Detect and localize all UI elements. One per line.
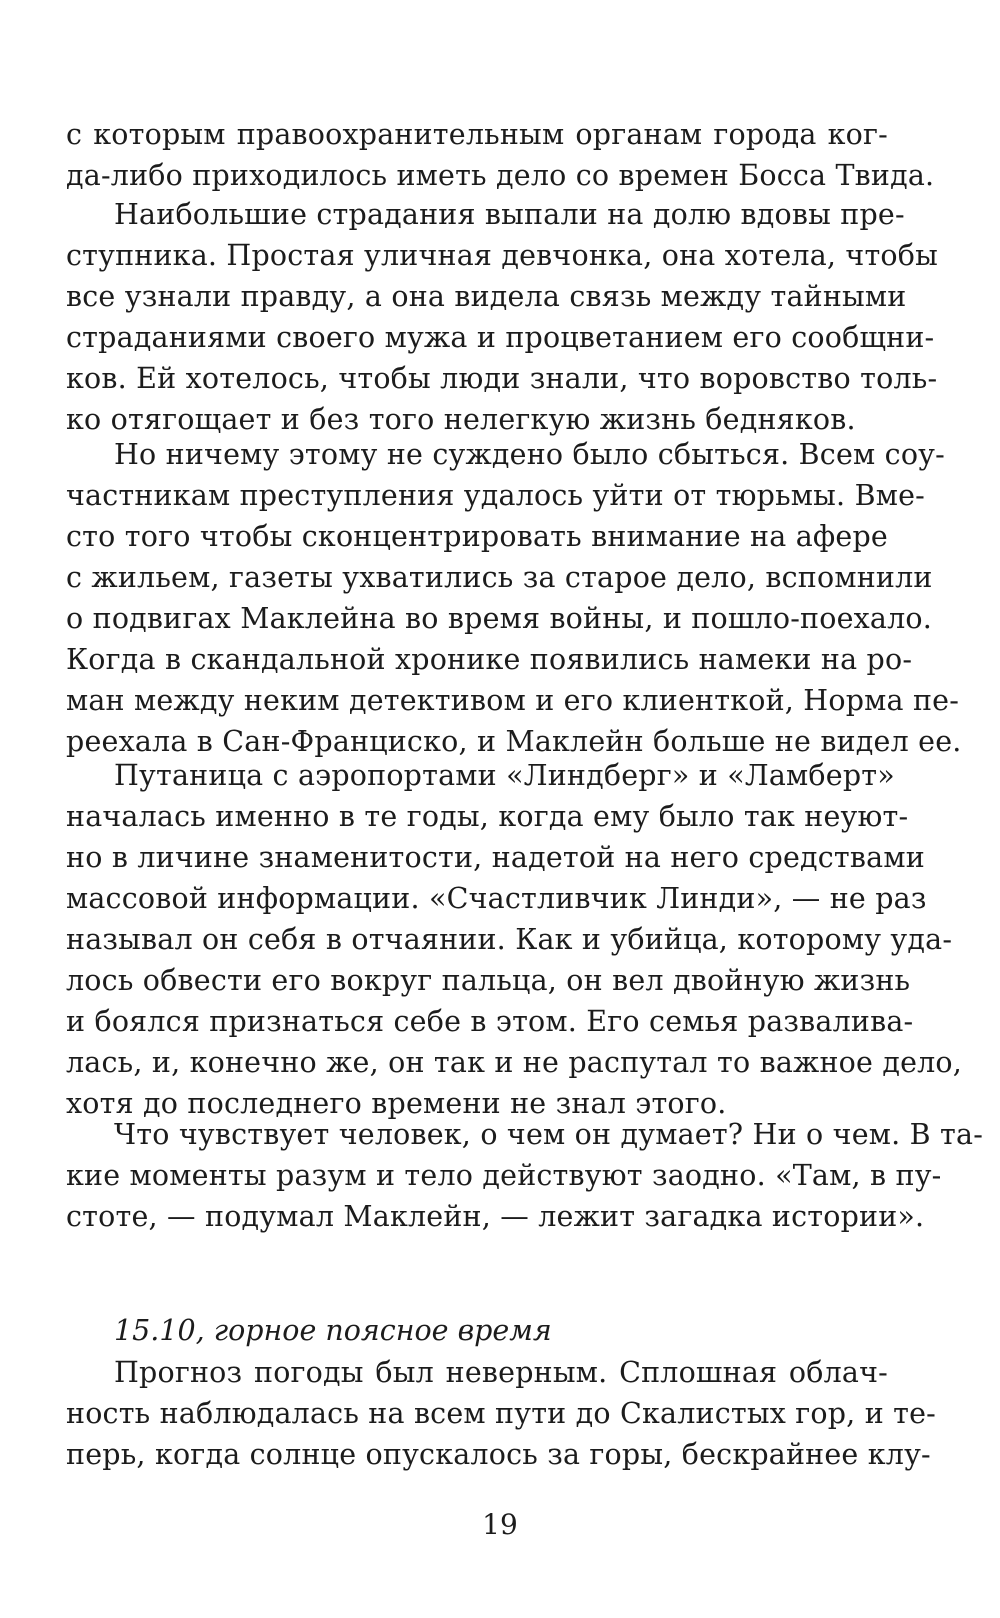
- text-line: кие моменты разум и тело действуют заодно. «Там, в пу-: [66, 1159, 942, 1192]
- text-line: ков. Ей хотелось, чтобы люди знали, что воровство толь-: [66, 362, 938, 395]
- text-line: массовой информации. «Счастливчик Линди», — не раз: [66, 882, 927, 915]
- text-line: началась именно в те годы, когда ему было так неуют-: [66, 800, 909, 833]
- page-number: 19: [482, 1508, 518, 1541]
- text-line: реехала в Сан-Франциско, и Маклейн больше не видел ее.: [66, 725, 962, 758]
- text-line: лось обвести его вокруг пальца, он вел двойную жизнь: [66, 964, 911, 997]
- text-line: частникам преступления удалось уйти от тюрьмы. Вме-: [66, 479, 925, 512]
- text-line: Наибольшие страдания выпали на долю вдовы пре-: [114, 198, 905, 231]
- text-line: ность наблюдалась на всем пути до Скалистых гор, и те-: [66, 1397, 937, 1430]
- text-line: хотя до последнего времени не знал этого.: [66, 1087, 727, 1120]
- text-line: сто того чтобы сконцентрировать внимание на афере: [66, 520, 888, 553]
- paragraph: [66, 194, 939, 440]
- text-line: но в личине знаменитости, надетой на него средствами: [66, 841, 925, 874]
- text-line: ман между неким детективом и его клиенткой, Норма пе-: [66, 684, 960, 717]
- text-line: стоте, — подумал Маклейн, — лежит загадка истории».: [66, 1200, 925, 1233]
- text-line: лась, и, конечно же, он так и не распутал то важное дело,: [66, 1046, 963, 1079]
- paragraph-continuation: [66, 114, 935, 196]
- text-line: ко отягощает и без того нелегкую жизнь бедняков.: [66, 403, 856, 436]
- text-line: Но ничему этому не суждено было сбыться. Всем соу-: [114, 438, 945, 471]
- text-line: о подвигах Маклейна во время войны, и пошло-поехало.: [66, 602, 933, 635]
- paragraph: [66, 755, 963, 1124]
- paragraph: [66, 1114, 984, 1237]
- text-line: Прогноз погоды был неверным. Сплошная облач-: [114, 1356, 888, 1389]
- paragraph: [66, 434, 962, 762]
- text-line: да-либо приходилось иметь дело со времен Босса Твида.: [66, 159, 935, 192]
- paragraph: [66, 1352, 937, 1475]
- section-heading: 15.10, горное поясное время: [114, 1314, 552, 1347]
- text-line: страданиями своего мужа и процветанием его сообщни-: [66, 321, 935, 354]
- text-line: Что чувствует человек, о чем он думает? Ни о чем. В та-: [114, 1118, 984, 1151]
- text-line: с жильем, газеты ухватились за старое дело, вспомнили: [66, 561, 933, 594]
- text-line: называл он себя в отчаянии. Как и убийца, которому уда-: [66, 923, 953, 956]
- text-line: Когда в скандальной хронике появились намеки на ро-: [66, 643, 913, 676]
- text-line: ступника. Простая уличная девчонка, она хотела, чтобы: [66, 239, 939, 272]
- text-line: и боялся признаться себе в этом. Его семья развалива-: [66, 1005, 914, 1038]
- text-line: с которым правоохранительным органам города ког-: [66, 118, 888, 151]
- text-line: перь, когда солнце опускалось за горы, бескрайнее клу-: [66, 1438, 931, 1471]
- text-line: все узнали правду, а она видела связь между тайными: [66, 280, 907, 313]
- text-line: Путаница с аэропортами «Линдберг» и «Ламберт»: [114, 759, 895, 792]
